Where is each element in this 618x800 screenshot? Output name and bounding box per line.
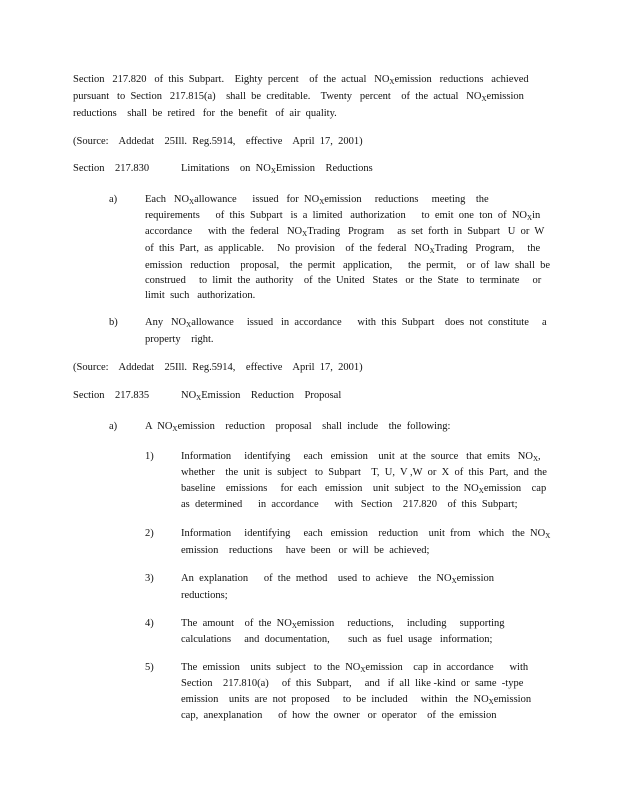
paragraph-line: Section 217.820 of this Subpart. Eighty percent of the actual $NO_Xemission$ reductions achieved	[73, 74, 529, 86]
subitem-line: cap, anexplanation of how the owner or operator of the emission	[181, 710, 497, 721]
subitem-label: 5)	[145, 662, 154, 673]
subitem-line: calculations and documentation, such as fuel usage information;	[181, 634, 493, 645]
subitem-line: An explanation of the method used to achieve the $NO_Xemission$	[181, 573, 495, 585]
subitem-line: reductions;	[181, 590, 228, 601]
subitem-label: 4)	[145, 618, 154, 629]
source-note: (Source: Addedat 25Ill. Reg.5914, effective April 17, 2001)	[73, 362, 363, 373]
subitem-line: Information identifying each emission unit at the source that emits $NO_X$,	[181, 451, 541, 463]
subitem-line: The amount of the $NO_Xemission$ reductions, including supporting	[181, 618, 505, 630]
item-label: a)	[109, 194, 118, 205]
subitem-line: emission reductions have been or will be achieved;	[181, 545, 430, 556]
section-title: $NO_XEmission$ Reduction Proposal	[181, 390, 342, 402]
section-number: Section 217.830	[73, 163, 150, 174]
item-line: property right.	[145, 334, 214, 345]
section-title: Limitations on $NO_XEmission$ Reductions	[181, 163, 373, 175]
item-line: Any $NO_Xallowance$ issued in accordance with this Subpart does not constitute a	[145, 317, 547, 329]
section-number: Section 217.835	[73, 390, 150, 401]
subitem-label: 1)	[145, 451, 154, 462]
subitem-label: 3)	[145, 573, 154, 584]
subitem-line: whether the unit is subject to Subpart T, U, V ,W or X of this Part, and the	[181, 467, 547, 478]
paragraph-line: pursuant to Section 217.815(a) shall be creditable. Twenty percent of the actual $NO_Xemission$	[73, 91, 524, 103]
item-line: emission reduction proposal, the permit application, the permit, or of law shall be	[145, 260, 551, 271]
item-label: b)	[109, 317, 118, 328]
item-line: A $NO_Xemission$ reduction proposal shall include the following:	[145, 421, 451, 433]
subitem-line: emission units are not proposed to be included within the $NO_Xemission$	[181, 694, 532, 706]
item-label: a)	[109, 421, 118, 432]
subitem-label: 2)	[145, 528, 154, 539]
item-line: construed to limit the authority of the United States or the State to terminate or	[145, 275, 542, 286]
item-line: requirements of this Subpart is a limited authorization to emit one ton of $NO_Xin$	[145, 210, 541, 222]
subitem-line: baseline emissions for each emission unit subject to the $NO_Xemission$ cap	[181, 483, 547, 495]
paragraph-line: reductions shall be retired for the benefit of air quality.	[73, 108, 337, 119]
item-line: accordance with the federal $NO_XTrading$ Program as set forth in Subpart U or W	[145, 226, 545, 238]
subitem-line: Section 217.810(a) of this Subpart, and if all like -kind or same -type	[181, 678, 524, 689]
item-line: Each $NO_Xallowance$ issued for $NO_Xemission$ reductions meeting the	[145, 194, 489, 206]
item-line: of this Part, as applicable. No provision of the federal $NO_XTrading$ Program, the	[145, 243, 541, 255]
subitem-line: Information identifying each emission reduction unit from which the $NO_X$	[181, 528, 551, 540]
subitem-line: The emission units subject to the $NO_Xemission$ cap in accordance with	[181, 662, 529, 674]
subitem-line: as determined in accordance with Section 217.820 of this Subpart;	[181, 499, 518, 510]
item-line: limit such authorization.	[145, 290, 256, 301]
source-note: (Source: Addedat 25Ill. Reg.5914, effective April 17, 2001)	[73, 136, 363, 147]
